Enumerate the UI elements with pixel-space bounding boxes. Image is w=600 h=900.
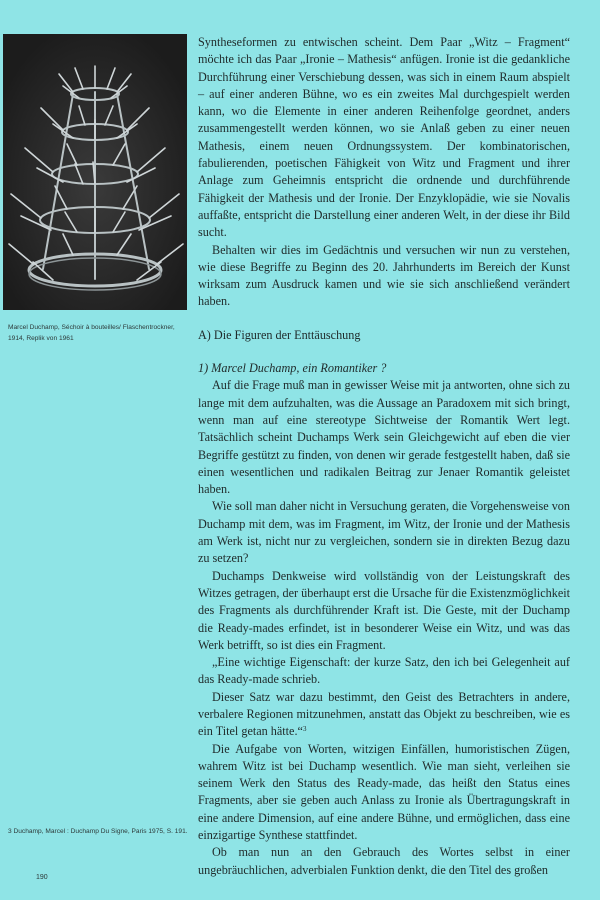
subsection-heading: 1) Marcel Duchamp, ein Romantiker ?	[198, 361, 387, 376]
paragraph: Die Aufgabe von Worten, witzigen Einfällen, humoristischen Zügen, wahrem Witz ist bei Duchamp wesentlich. Wie man sieht, verleihen sie seinem Werk den Status des Ready-made, das heißt den Status eines Fragments, aber sie geben auch Anlass zu Ironie als Übertragungskraft in eine andere Dimension, auf eine andere Bühne, und ermöglichen, dass eine einzigartige Synthese stattfindet.	[198, 741, 570, 843]
quote-paragraph: „Eine wichtige Eigenschaft: der kurze Satz, den ich bei Gelegenheit auf das Ready-made schrieb.	[198, 655, 570, 687]
footnote: 3 Duchamp, Marcel : Duchamp Du Signe, Paris 1975, S. 191.	[8, 828, 188, 835]
footnote-marker: 3	[302, 725, 307, 734]
bottle-rack-illustration	[3, 34, 187, 310]
main-text-column	[198, 34, 570, 879]
paragraph: Ob man nun an den Gebrauch des Wortes selbst in einer ungebräuchlichen, adverbialen Funktion denkt, die den Titel des großen	[198, 845, 570, 877]
quote-text: Dieser Satz war dazu bestimmt, den Geist des Betrachters in andere, verbalere Regionen mitzunehmen, anstatt das Objekt zu beschreiben, wie es ein Titel getan hätte.“	[198, 689, 570, 739]
quote-paragraph	[198, 689, 570, 741]
section-heading: A) Die Figuren der Enttäuschung	[198, 327, 361, 342]
page-number: 190	[36, 874, 48, 881]
paragraph: Duchamps Denkweise wird vollständig von der Leistungskraft des Witzes getragen, der überhaupt erst die Ursache für die Existenzmöglichkeit des Fragments als durchführender Kraft ist. Die Geste, mit der Duchamp die Ready-mades erfindet, ist in besonderer Weise ein Witz, und was das Werk betrifft, so ist dies ein Fragment.	[198, 568, 570, 652]
figure-caption: Marcel Duchamp, Séchoir à bouteilles/ Flaschentrockner, 1914, Replik von 1961	[8, 324, 175, 342]
paragraph: Wie soll man daher nicht in Versuchung geraten, die Vorgehensweise von Duchamp mit dem, was im Fragment, im Witz, der Ironie und der Mathesis am Werk ist, nicht nur zu vergleichen, sondern sie in direkten Bezug dazu zu setzen?	[198, 499, 570, 566]
paragraph: Syntheseformen zu entwischen scheint. Dem Paar „Witz – Fragment“ möchte ich das Paar „Ironie – Mathesis“ anfügen. Ironie ist die gedankliche Durchführung einer Verschiebung dessen, was sich in einem Raum abspielt – auf einer anderen Bühne, wo es ein zweites Mal durchgespielt werden kann, wo die Elemente in einer anderen Reihenfolge geordnet, anders zusammengestellt werden können, wo sie Anlaß geben zu einer neuen Mathesis, einem neuen Ordnungssystem. Der kombinatorischen, fabulierenden, poetischen Fähigkeit von Witz und Fragment und ihrer Anlage zum Geheimnis entspricht die ordnende und durchführende Fähigkeit der Mathesis und der Ironie. Der Enzyklopädie, wie sie Novalis auffaßte, entspricht die Darstellung einer anderen Welt, in der diese ihr Bild sucht.	[198, 35, 570, 240]
paragraph: Behalten wir dies im Gedächtnis und versuchen wir nun zu verstehen, wie diese Begriffe zu Beginn des 20. Jahrhunderts im Bereich der Kunst wirksam zum Ausdruck kamen und wie sie sich anschließend verändert haben.	[198, 242, 570, 309]
bottle-rack-photo	[3, 34, 187, 310]
paragraph: Auf die Frage muß man in gewisser Weise mit ja antworten, ohne sich zu lange mit dem aufzuhalten, was die Aussage an Paradoxem mit sich bringt, wenn man auf eine stereotype Sichtweise der Romantik Wert legt. Tatsächlich scheint Duchamps Werk sein Gleichgewicht auf eben die vier Begriffe gestützt zu finden, von denen wir gerade festgestellt haben, daß sie einen wesentlichen und radikalen Beitrag zur Jenaer Romantik geleistet haben.	[198, 378, 570, 497]
